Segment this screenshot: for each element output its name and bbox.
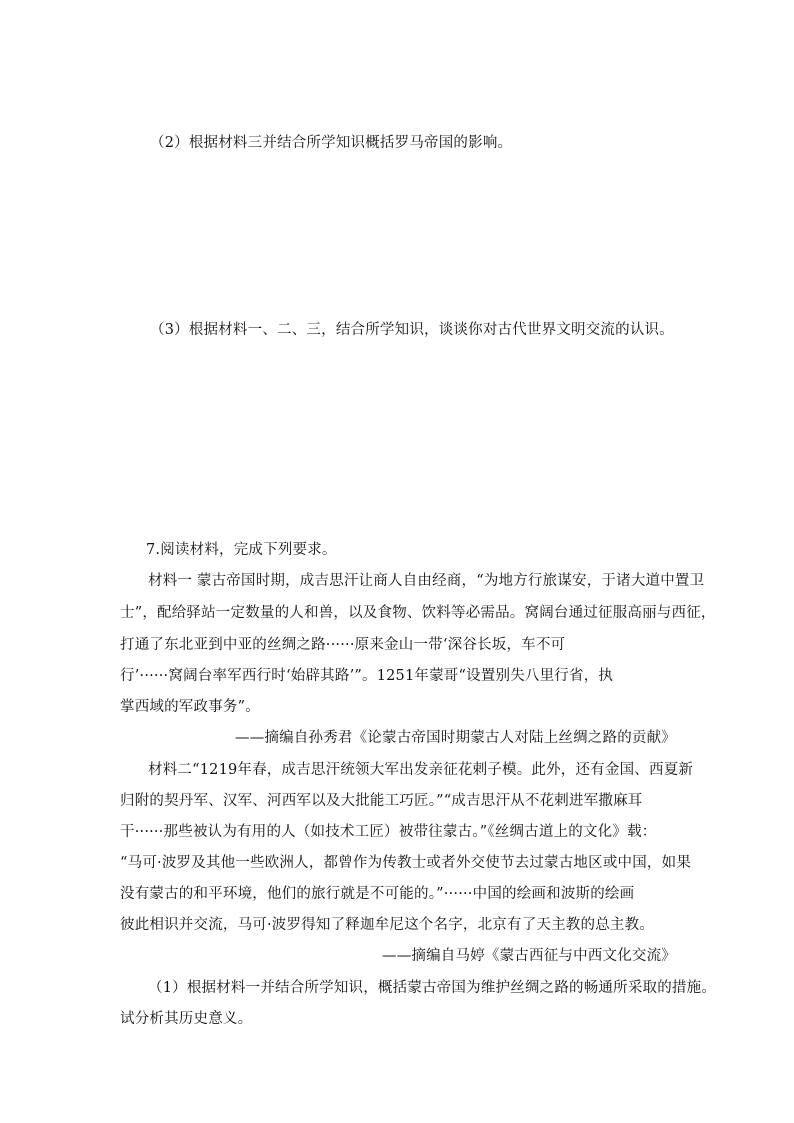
material1-line: 士”，配给驿站一定数量的人和兽，以及食物、饮料等必需品。窝阔台通过征服高丽与西征， — [120, 605, 716, 621]
material2-line: 归附的契丹军、汉军、河西军以及大批能工巧匠。”“成吉思汗从不花剌进军撒麻耳 — [120, 793, 643, 809]
material2-line: “马可·波罗及其他一些欧洲人，都曾作为传教士或者外交使节去过蒙古地区或中国，如果 — [120, 855, 692, 871]
material2-source: ——摘编自马婷《蒙古西征与中西文化交流》 — [382, 948, 676, 964]
material1-line: 打通了东北亚到中亚的丝绸之路······原来金山一带‘深谷长坂，车不可 — [120, 637, 566, 653]
question-2: （2）根据材料三并结合所学知识概括罗马帝国的影响。 — [150, 135, 513, 151]
sub-question-1-cont: 试分析其历史意义。 — [120, 1011, 253, 1027]
material2-line: 材料二“1219年春，成吉思汗统领大军出发亲征花剌子模。此外，还有金国、西夏新 — [148, 762, 694, 778]
material1-line: 行’······窝阔台率军西行时‘始辟其路’”。1251年蒙哥“设置别失八里行省，执 — [120, 668, 614, 684]
material1-line: 掌西域的军政事务”。 — [120, 699, 260, 715]
sub-question-1: （1）根据材料一并结合所学知识，概括蒙古帝国为维护丝绸之路的畅通所采取的措施。 — [148, 980, 717, 996]
material1-line: 材料一 蒙古帝国时期，成吉思汗让商人自由经商，“为地方行旅谋安，于诸大道中置卫 — [148, 573, 705, 589]
material1-source: ——摘编自孙秀君《论蒙古帝国时期蒙古人对陆上丝绸之路的贡献》 — [235, 730, 676, 746]
question-3: （3）根据材料一、二、三，结合所学知识，谈谈你对古代世界文明交流的认识。 — [150, 322, 674, 338]
material2-line: 干······那些被认为有用的人（如技术工匠）被带往蒙古。”《丝绸古道上的文化》载： — [120, 824, 657, 840]
question-7-title: 7.阅读材料，完成下列要求。 — [146, 542, 337, 558]
material2-line: 没有蒙古的和平环境，他们的旅行就是不可能的。”······中国的绘画和波斯的绘画 — [120, 886, 635, 902]
material2-line: 彼此相识并交流，马可·波罗得知了释迦牟尼这个名字，北京有了天主教的总主教。 — [120, 917, 655, 933]
